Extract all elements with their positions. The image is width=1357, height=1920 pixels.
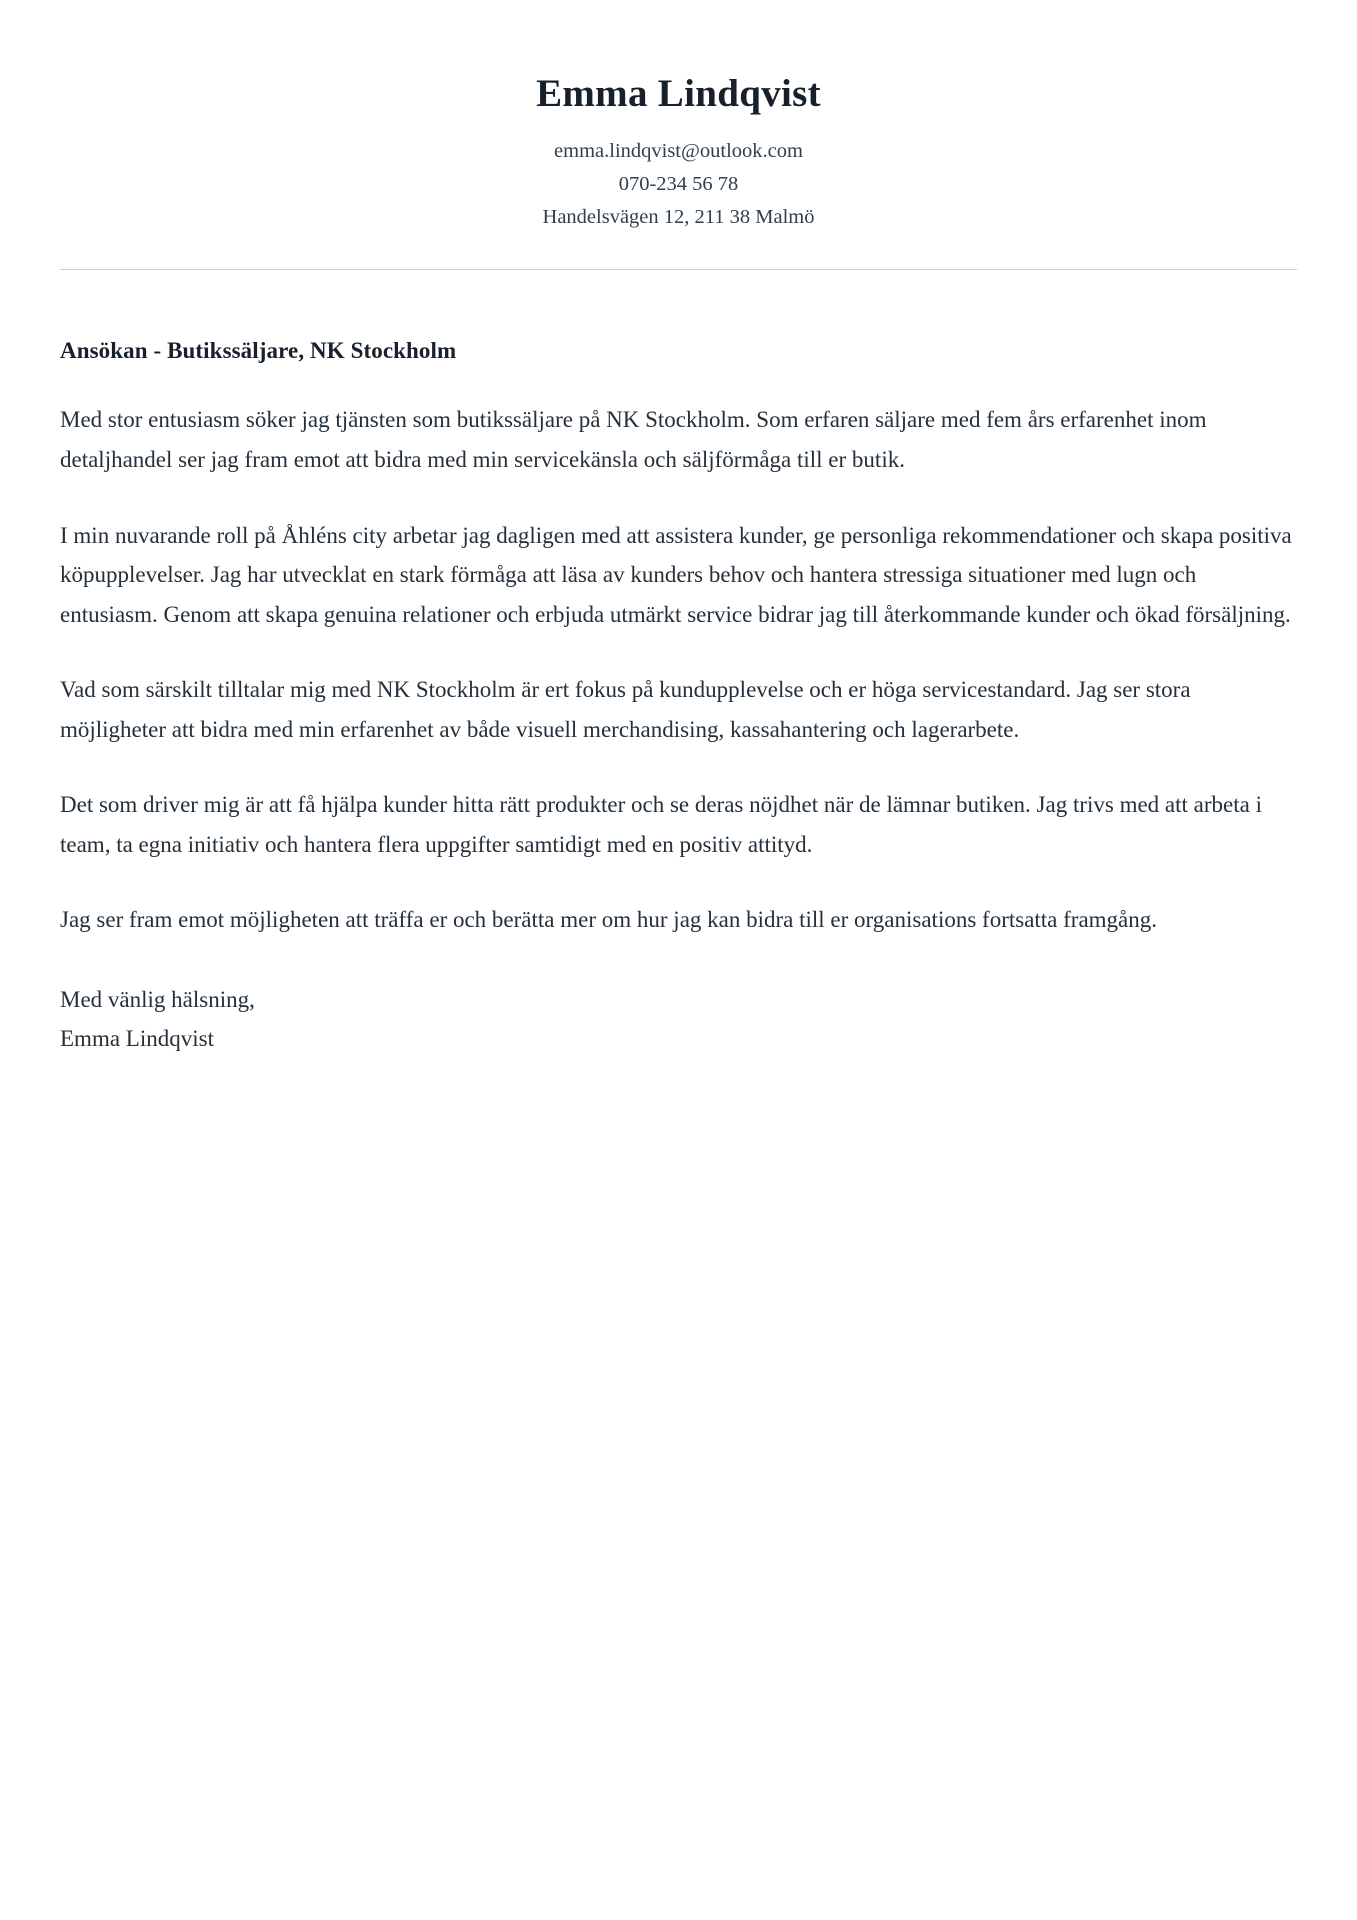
cover-letter [60, 62, 1297, 1059]
letter-subject: Ansökan - Butikssäljare, NK Stockholm [60, 338, 457, 364]
contact-phone: 070-234 56 78 [618, 173, 739, 196]
closing-salutation: Med vänlig hälsning, [60, 986, 255, 1012]
contact-email: emma.lindqvist@outlook.com [554, 139, 803, 162]
letter-paragraph-2: I min nuvarande roll på Åhléns city arbetar jag dagligen med att assistera kunder, ge personliga rekommendationer och skapa positiva köpupplevelser. Jag har utvecklat en stark förmåga att läsa av kunders behov och hantera stressiga situationer med lugn och entusiasm. Genom att skapa genuina relationer och erbjuda utmärkt service bidrar jag till återkommande kunder och ökad försäljning. [60, 522, 1292, 627]
contact-address: Handelsvägen 12, 211 38 Malmö [542, 206, 815, 229]
letter-paragraph-5: Jag ser fram emot möjligheten att träffa er och berätta mer om hur jag kan bidra till er organisations fortsatta framgång. [60, 907, 1158, 933]
letter-paragraph-1: Med stor entusiasm söker jag tjänsten som butikssäljare på NK Stockholm. Som erfaren säljare med fem års erfarenhet inom detaljhandel ser jag fram emot att bidra med min servicekänsla och säljförmåga till er butik. [60, 407, 1207, 472]
letter-paragraph-3: Vad som särskilt tilltalar mig med NK Stockholm är ert fokus på kundupplevelse och er höga servicestandard. Jag ser stora möjligheter att bidra med min erfarenhet av både visuell merchandising, kassahantering och lagerarbete. [60, 677, 1191, 742]
letter-closing [60, 980, 1297, 1059]
letter-header [60, 62, 1297, 270]
letter-paragraph-4: Det som driver mig är att få hjälpa kunder hitta rätt produkter och se deras nöjdhet när de lämnar butiken. Jag trivs med att arbeta i team, ta egna initiativ och hantera flera uppgifter samtidigt med en positiv attityd. [60, 792, 1262, 857]
closing-signature: Emma Lindqvist [60, 1026, 214, 1052]
header-divider [60, 269, 1297, 270]
page-title: Emma Lindqvist [536, 72, 821, 115]
